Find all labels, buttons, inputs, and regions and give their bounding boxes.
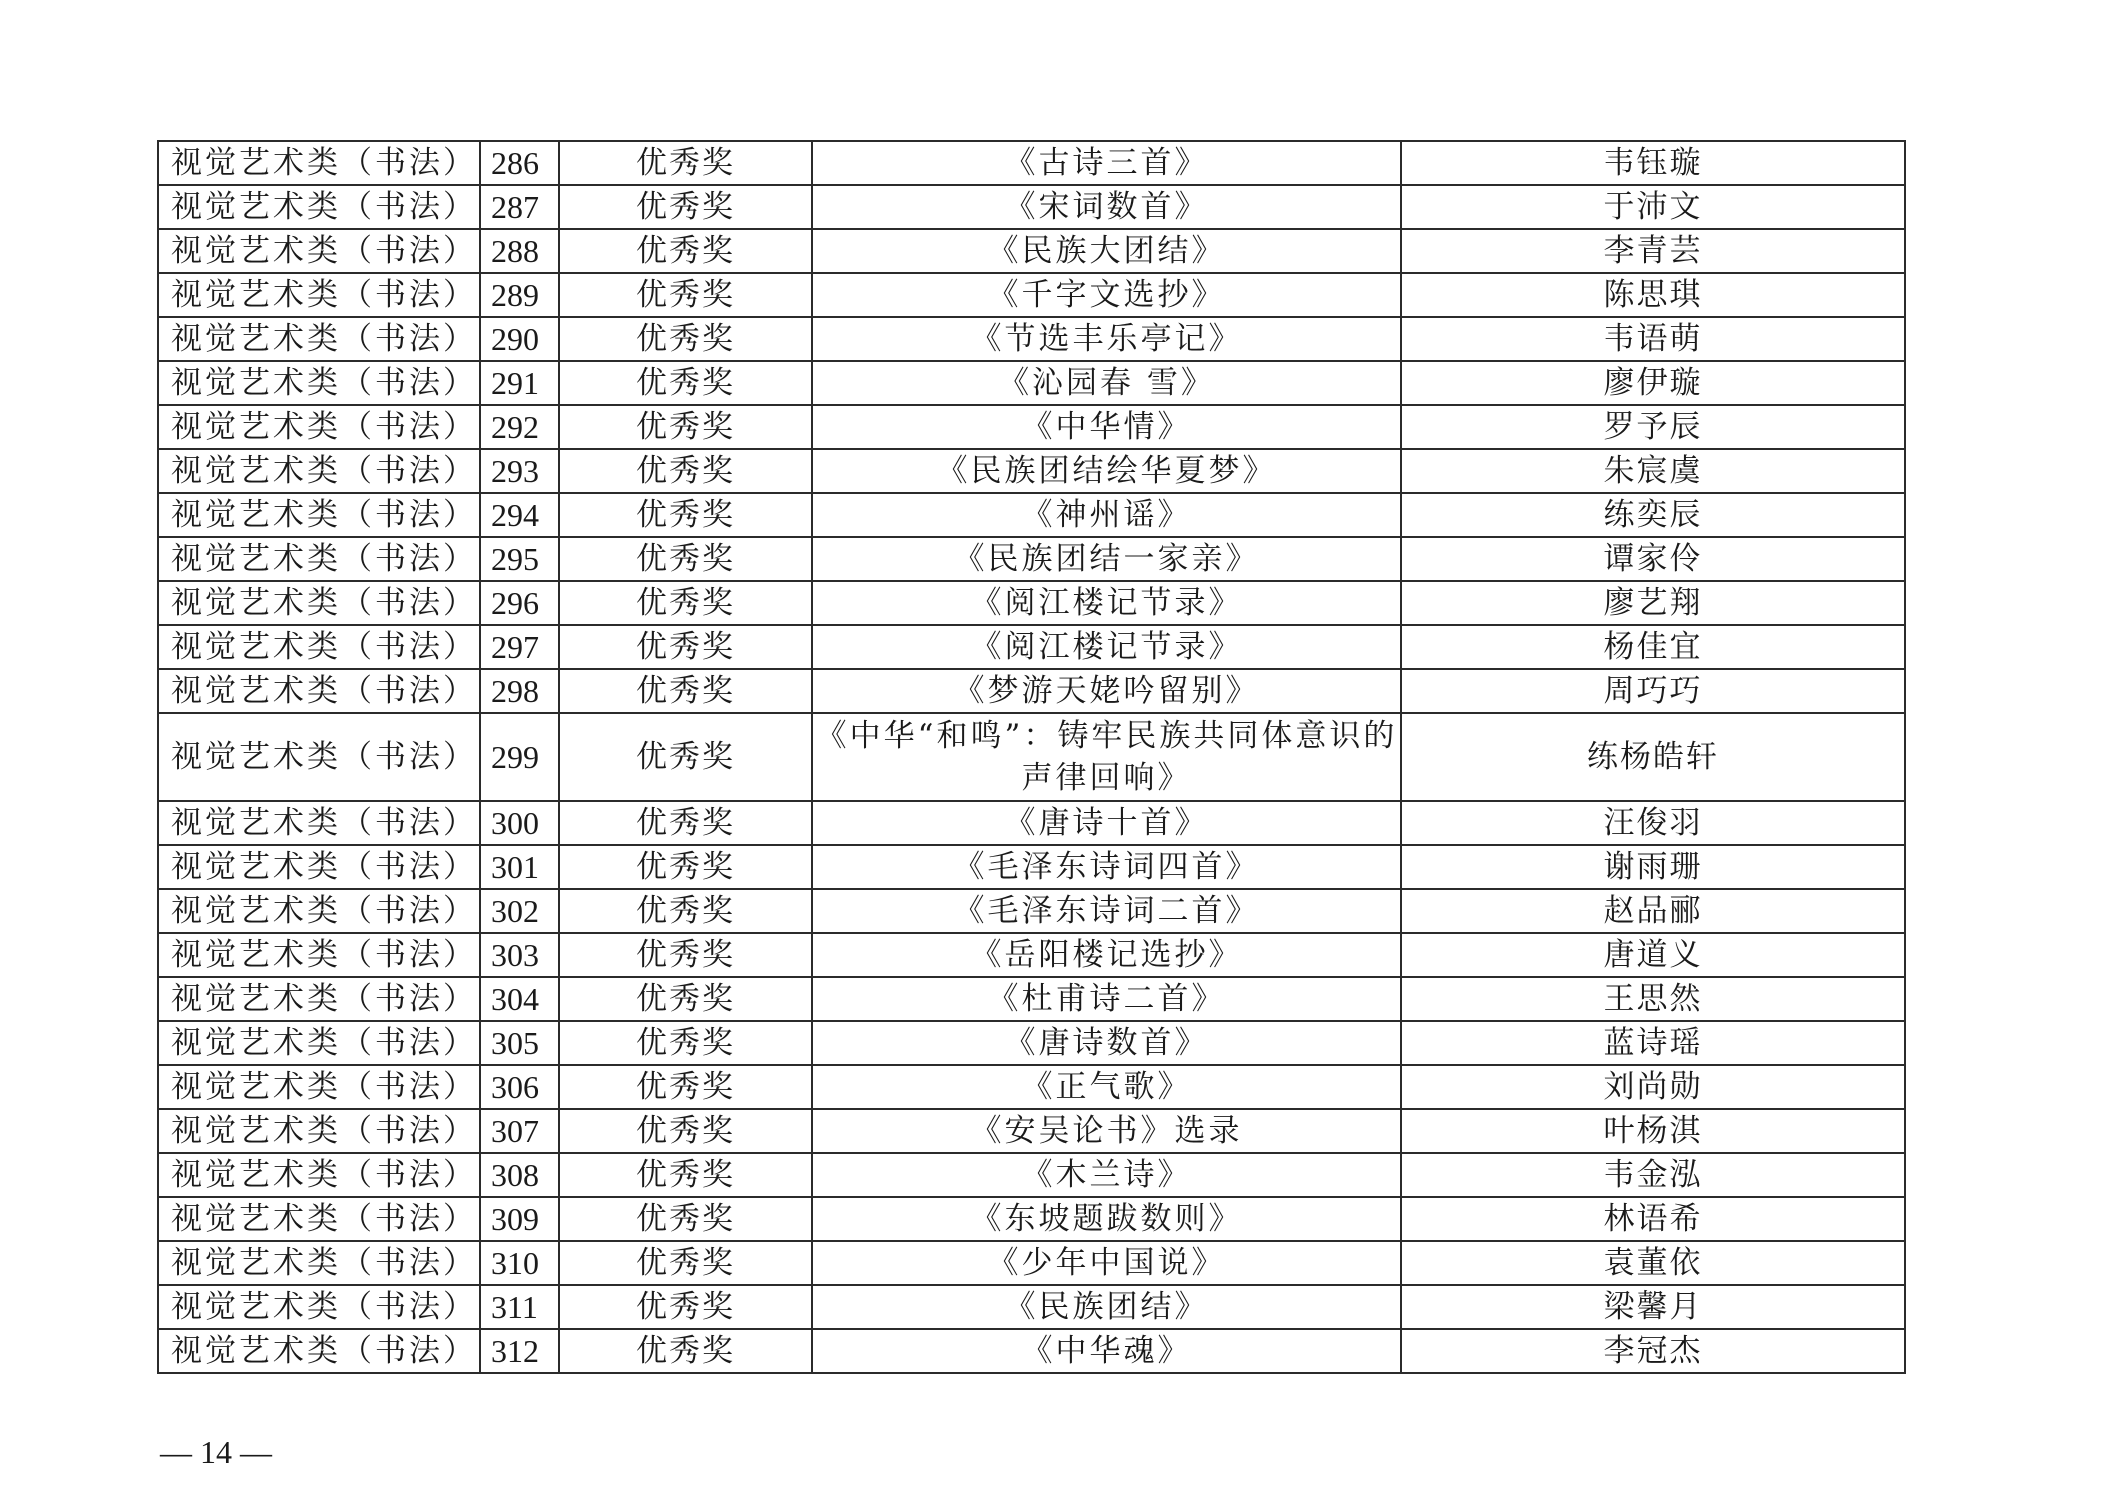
table-row xyxy=(158,1065,1905,1109)
number-cell: 305 xyxy=(480,1021,559,1065)
work-title-cell: 《木兰诗》 xyxy=(812,1153,1401,1197)
number-cell: 308 xyxy=(480,1153,559,1197)
table-row xyxy=(158,801,1905,845)
category-cell: 视觉艺术类（书法） xyxy=(158,977,480,1021)
winner-name-cell: 罗予辰 xyxy=(1401,405,1905,449)
table-row xyxy=(158,933,1905,977)
category-cell: 视觉艺术类（书法） xyxy=(158,801,480,845)
winner-name-cell: 练杨皓轩 xyxy=(1401,713,1905,801)
number-cell: 291 xyxy=(480,361,559,405)
award-cell: 优秀奖 xyxy=(559,1197,812,1241)
category-cell: 视觉艺术类（书法） xyxy=(158,317,480,361)
winner-name-cell: 练奕辰 xyxy=(1401,493,1905,537)
winner-name-cell: 袁董依 xyxy=(1401,1241,1905,1285)
table-row xyxy=(158,1021,1905,1065)
table-row xyxy=(158,185,1905,229)
winner-name-cell: 韦金泓 xyxy=(1401,1153,1905,1197)
table-row xyxy=(158,405,1905,449)
winner-name-cell: 林语希 xyxy=(1401,1197,1905,1241)
category-cell: 视觉艺术类（书法） xyxy=(158,141,480,185)
work-title-cell: 《岳阳楼记选抄》 xyxy=(812,933,1401,977)
winner-name-cell: 李冠杰 xyxy=(1401,1329,1905,1373)
table-row xyxy=(158,361,1905,405)
award-cell: 优秀奖 xyxy=(559,1109,812,1153)
work-title-cell: 《民族团结绘华夏梦》 xyxy=(812,449,1401,493)
work-title-cell: 《沁园春 雪》 xyxy=(812,361,1401,405)
work-title-cell: 《杜甫诗二首》 xyxy=(812,977,1401,1021)
number-cell: 302 xyxy=(480,889,559,933)
number-cell: 298 xyxy=(480,669,559,713)
table-row xyxy=(158,977,1905,1021)
table-row xyxy=(158,1285,1905,1329)
award-cell: 优秀奖 xyxy=(559,1021,812,1065)
category-cell: 视觉艺术类（书法） xyxy=(158,1285,480,1329)
category-cell: 视觉艺术类（书法） xyxy=(158,1197,480,1241)
category-cell: 视觉艺术类（书法） xyxy=(158,1021,480,1065)
winner-name-cell: 韦语萌 xyxy=(1401,317,1905,361)
number-cell: 293 xyxy=(480,449,559,493)
work-title-cell: 《唐诗数首》 xyxy=(812,1021,1401,1065)
winner-name-cell: 蓝诗瑶 xyxy=(1401,1021,1905,1065)
table-row xyxy=(158,317,1905,361)
table-row xyxy=(158,1241,1905,1285)
number-cell: 289 xyxy=(480,273,559,317)
winner-name-cell: 杨佳宜 xyxy=(1401,625,1905,669)
award-cell: 优秀奖 xyxy=(559,405,812,449)
award-cell: 优秀奖 xyxy=(559,713,812,801)
number-cell: 304 xyxy=(480,977,559,1021)
work-title-cell: 《中华魂》 xyxy=(812,1329,1401,1373)
award-cell: 优秀奖 xyxy=(559,1065,812,1109)
table-row xyxy=(158,625,1905,669)
award-cell: 优秀奖 xyxy=(559,229,812,273)
category-cell: 视觉艺术类（书法） xyxy=(158,933,480,977)
number-cell: 296 xyxy=(480,581,559,625)
winner-name-cell: 叶杨淇 xyxy=(1401,1109,1905,1153)
winner-name-cell: 韦钰璇 xyxy=(1401,141,1905,185)
award-cell: 优秀奖 xyxy=(559,317,812,361)
work-title-cell: 《中华情》 xyxy=(812,405,1401,449)
number-cell: 306 xyxy=(480,1065,559,1109)
category-cell: 视觉艺术类（书法） xyxy=(158,537,480,581)
number-cell: 287 xyxy=(480,185,559,229)
category-cell: 视觉艺术类（书法） xyxy=(158,405,480,449)
number-cell: 290 xyxy=(480,317,559,361)
table-row xyxy=(158,669,1905,713)
winner-name-cell: 刘尚勋 xyxy=(1401,1065,1905,1109)
award-cell: 优秀奖 xyxy=(559,449,812,493)
award-cell: 优秀奖 xyxy=(559,977,812,1021)
table-row xyxy=(158,889,1905,933)
work-title-cell: 《阅江楼记节录》 xyxy=(812,625,1401,669)
table-row xyxy=(158,229,1905,273)
work-title-cell: 《少年中国说》 xyxy=(812,1241,1401,1285)
work-title-cell: 《毛泽东诗词四首》 xyxy=(812,845,1401,889)
winner-name-cell: 于沛文 xyxy=(1401,185,1905,229)
table-row xyxy=(158,141,1905,185)
winner-name-cell: 汪俊羽 xyxy=(1401,801,1905,845)
number-cell: 294 xyxy=(480,493,559,537)
number-cell: 288 xyxy=(480,229,559,273)
work-title-cell: 《古诗三首》 xyxy=(812,141,1401,185)
page-number: — 14 — xyxy=(160,1434,272,1470)
work-title-cell: 《阅江楼记节录》 xyxy=(812,581,1401,625)
award-list-table xyxy=(157,140,1906,1374)
work-title-cell: 《节选丰乐亭记》 xyxy=(812,317,1401,361)
category-cell: 视觉艺术类（书法） xyxy=(158,889,480,933)
number-cell: 297 xyxy=(480,625,559,669)
number-cell: 312 xyxy=(480,1329,559,1373)
number-cell: 292 xyxy=(480,405,559,449)
category-cell: 视觉艺术类（书法） xyxy=(158,493,480,537)
number-cell: 307 xyxy=(480,1109,559,1153)
category-cell: 视觉艺术类（书法） xyxy=(158,1109,480,1153)
winner-name-cell: 唐道义 xyxy=(1401,933,1905,977)
category-cell: 视觉艺术类（书法） xyxy=(158,713,480,801)
award-cell: 优秀奖 xyxy=(559,845,812,889)
category-cell: 视觉艺术类（书法） xyxy=(158,1241,480,1285)
award-cell: 优秀奖 xyxy=(559,537,812,581)
table-row xyxy=(158,1329,1905,1373)
work-title-cell: 《毛泽东诗词二首》 xyxy=(812,889,1401,933)
table-row xyxy=(158,581,1905,625)
winner-name-cell: 周巧巧 xyxy=(1401,669,1905,713)
work-title-cell: 《千字文选抄》 xyxy=(812,273,1401,317)
work-title-cell: 《宋词数首》 xyxy=(812,185,1401,229)
table-row xyxy=(158,1153,1905,1197)
award-cell: 优秀奖 xyxy=(559,185,812,229)
category-cell: 视觉艺术类（书法） xyxy=(158,1065,480,1109)
table-row xyxy=(158,493,1905,537)
award-cell: 优秀奖 xyxy=(559,273,812,317)
table-row xyxy=(158,1109,1905,1153)
table-row xyxy=(158,537,1905,581)
award-cell: 优秀奖 xyxy=(559,669,812,713)
category-cell: 视觉艺术类（书法） xyxy=(158,625,480,669)
table-row xyxy=(158,713,1905,801)
work-title-cell: 《神州谣》 xyxy=(812,493,1401,537)
category-cell: 视觉艺术类（书法） xyxy=(158,229,480,273)
category-cell: 视觉艺术类（书法） xyxy=(158,361,480,405)
number-cell: 309 xyxy=(480,1197,559,1241)
table-row xyxy=(158,449,1905,493)
award-cell: 优秀奖 xyxy=(559,1285,812,1329)
work-title-cell: 《唐诗十首》 xyxy=(812,801,1401,845)
winner-name-cell: 廖艺翔 xyxy=(1401,581,1905,625)
work-title-cell: 《安吴论书》选录 xyxy=(812,1109,1401,1153)
winner-name-cell: 谭家伶 xyxy=(1401,537,1905,581)
category-cell: 视觉艺术类（书法） xyxy=(158,1329,480,1373)
table-row xyxy=(158,1197,1905,1241)
category-cell: 视觉艺术类（书法） xyxy=(158,669,480,713)
work-title-cell: 《东坡题跋数则》 xyxy=(812,1197,1401,1241)
table-row xyxy=(158,845,1905,889)
category-cell: 视觉艺术类（书法） xyxy=(158,581,480,625)
award-cell: 优秀奖 xyxy=(559,1153,812,1197)
winner-name-cell: 廖伊璇 xyxy=(1401,361,1905,405)
award-cell: 优秀奖 xyxy=(559,1329,812,1373)
work-title-cell: 《中华“和鸣”：铸牢民族共同体意识的声律回响》 xyxy=(812,713,1401,801)
number-cell: 299 xyxy=(480,713,559,801)
work-title-cell: 《正气歌》 xyxy=(812,1065,1401,1109)
category-cell: 视觉艺术类（书法） xyxy=(158,273,480,317)
number-cell: 310 xyxy=(480,1241,559,1285)
number-cell: 311 xyxy=(480,1285,559,1329)
award-cell: 优秀奖 xyxy=(559,889,812,933)
table-row xyxy=(158,273,1905,317)
category-cell: 视觉艺术类（书法） xyxy=(158,449,480,493)
winner-name-cell: 陈思琪 xyxy=(1401,273,1905,317)
work-title-cell: 《梦游天姥吟留别》 xyxy=(812,669,1401,713)
award-cell: 优秀奖 xyxy=(559,933,812,977)
winner-name-cell: 赵品郦 xyxy=(1401,889,1905,933)
award-cell: 优秀奖 xyxy=(559,625,812,669)
number-cell: 286 xyxy=(480,141,559,185)
work-title-cell: 《民族团结一家亲》 xyxy=(812,537,1401,581)
winner-name-cell: 朱宸虞 xyxy=(1401,449,1905,493)
award-cell: 优秀奖 xyxy=(559,801,812,845)
work-title-cell: 《民族团结》 xyxy=(812,1285,1401,1329)
award-cell: 优秀奖 xyxy=(559,1241,812,1285)
category-cell: 视觉艺术类（书法） xyxy=(158,1153,480,1197)
winner-name-cell: 李青芸 xyxy=(1401,229,1905,273)
award-cell: 优秀奖 xyxy=(559,361,812,405)
winner-name-cell: 梁馨月 xyxy=(1401,1285,1905,1329)
award-cell: 优秀奖 xyxy=(559,141,812,185)
work-title-cell: 《民族大团结》 xyxy=(812,229,1401,273)
award-cell: 优秀奖 xyxy=(559,493,812,537)
category-cell: 视觉艺术类（书法） xyxy=(158,185,480,229)
number-cell: 301 xyxy=(480,845,559,889)
winner-name-cell: 王思然 xyxy=(1401,977,1905,1021)
award-table-body xyxy=(158,141,1905,1373)
number-cell: 295 xyxy=(480,537,559,581)
number-cell: 303 xyxy=(480,933,559,977)
award-cell: 优秀奖 xyxy=(559,581,812,625)
number-cell: 300 xyxy=(480,801,559,845)
winner-name-cell: 谢雨珊 xyxy=(1401,845,1905,889)
category-cell: 视觉艺术类（书法） xyxy=(158,845,480,889)
